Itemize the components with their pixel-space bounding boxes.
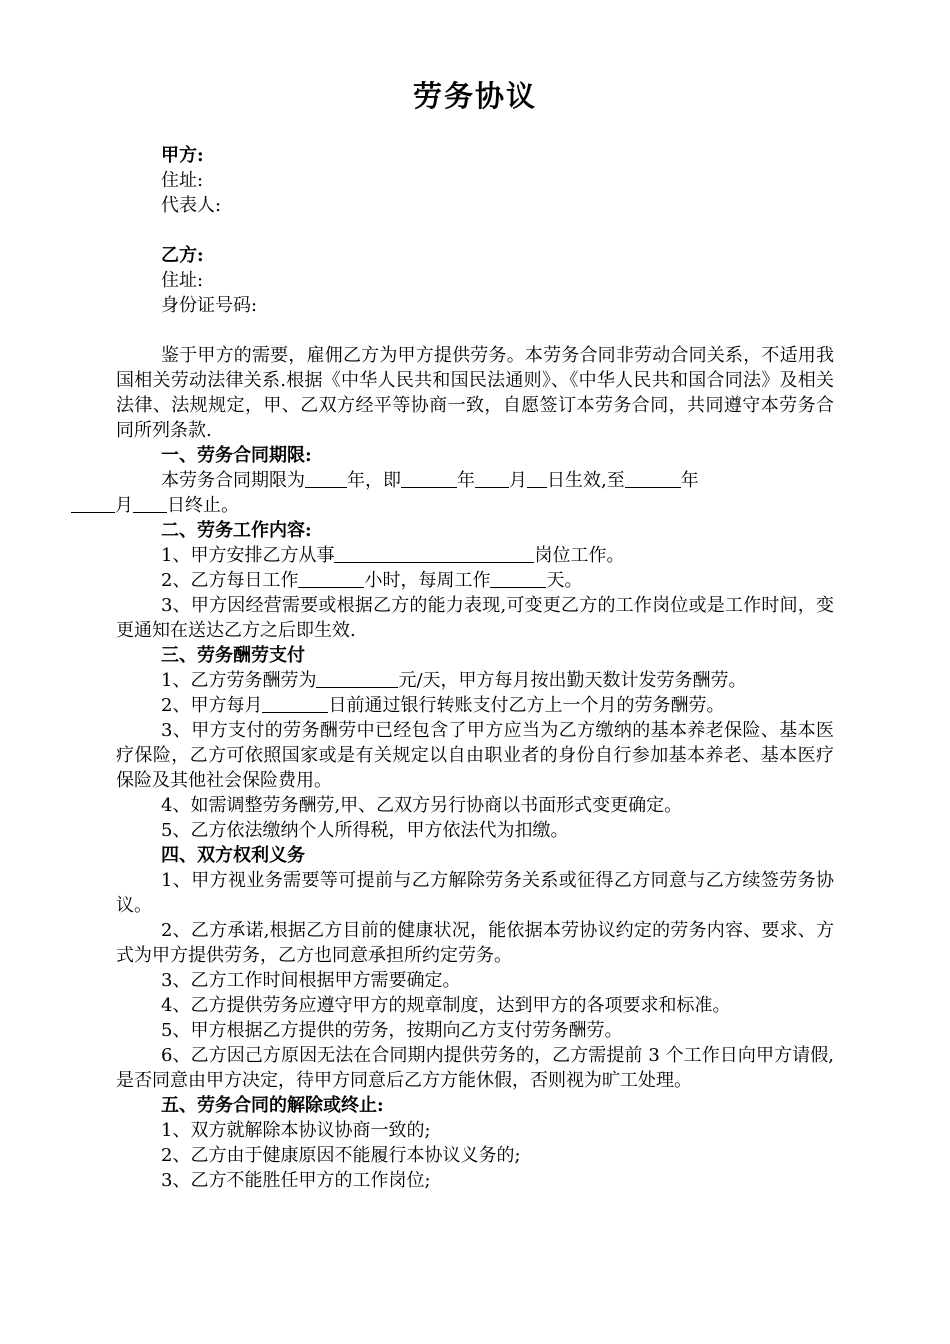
section-2-item-2: 2、乙方每日工作 小时，每周工作 天。 <box>161 570 583 591</box>
section-4-item-4: 4、乙方提供劳务应遵守甲方的规章制度，达到甲方的各项要求和标准。 <box>161 995 731 1016</box>
section-3-item-4: 4、如需调整劳务酬劳,甲、乙双方另行协商以书面形式变更确定。 <box>161 795 683 816</box>
party-b-block <box>116 243 834 318</box>
party-a-rep: 代表人: <box>161 195 222 216</box>
section-4-item-6: 6、乙方因己方原因无法在合同期内提供劳务的，乙方需提前 3 个工作日向甲方请假,是否同意由甲方决定，待甲方同意后乙方方能休假，否则视为旷工处理。 <box>116 1045 834 1091</box>
document-title: 劳务协议 <box>412 79 537 113</box>
section-4-item-5: 5、甲方根据乙方提供的劳务，按期向乙方支付劳务酬劳。 <box>161 1020 623 1041</box>
document-body <box>116 143 834 1193</box>
party-b-id: 身份证号码: <box>161 295 258 316</box>
section-5-item-2: 2、乙方由于健康原因不能履行本协议义务的; <box>161 1145 521 1166</box>
section-2-item-3: 3、甲方因经营需要或根据乙方的能力表现,可变更乙方的工作岗位或是工作时间，变更通知在送达乙方之后即生效. <box>116 595 834 641</box>
section-5-heading: 五、劳务合同的解除或终止: <box>161 1095 384 1116</box>
section-4-item-2: 2、乙方承诺,根据乙方目前的健康状况，能依据本劳协议约定的劳务内容、要求、方式为甲方提供劳务，乙方也同意承担所约定劳务。 <box>116 920 834 966</box>
section-3-item-3: 3、甲方支付的劳务酬劳中已经包含了甲方应当为乙方缴纳的基本养老保险、基本医疗保险，乙方可依照国家或是有关规定以自由职业者的身份自行参加基本养老、基本医疗保险及其他社会保险费用。 <box>116 720 834 791</box>
section-5-item-1: 1、双方就解除本协议协商一致的; <box>161 1120 431 1141</box>
section-4-heading: 四、双方权利义务 <box>161 845 305 866</box>
party-b-address: 住址: <box>161 270 204 291</box>
section-3-item-1: 1、乙方劳务酬劳为 元/天，甲方每月按出勤天数计发劳务酬劳。 <box>161 670 747 691</box>
party-a-address: 住址: <box>161 170 204 191</box>
party-b-label: 乙方: <box>161 245 204 266</box>
section-4-item-1: 1、甲方视业务需要等可提前与乙方解除劳务关系或征得乙方同意与乙方续签劳务协议。 <box>116 870 834 916</box>
section-5-item-3: 3、乙方不能胜任甲方的工作岗位; <box>161 1170 431 1191</box>
section-1-heading: 一、劳务合同期限: <box>161 445 312 466</box>
section-3-item-5: 5、乙方依法缴纳个人所得税，甲方依法代为扣缴。 <box>161 820 569 841</box>
section-2-item-1: 1、甲方安排乙方从事 岗位工作。 <box>161 545 625 566</box>
party-a-block <box>116 143 834 218</box>
section-3-item-2: 2、甲方每月 日前通过银行转账支付乙方上一个月的劳务酬劳。 <box>161 695 725 716</box>
section-2-heading: 二、劳务工作内容: <box>161 520 312 541</box>
party-a-label: 甲方: <box>161 145 204 166</box>
section-3-heading: 三、劳务酬劳支付 <box>161 645 305 666</box>
intro-paragraph: 鉴于甲方的需要，雇佣乙方为甲方提供劳务。本劳务合同非劳动合同关系，不适用我国相关劳动法律关系.根据《中华人民共和国民法通则》、《中华人民共和国合同法》及相关法律、法规规定，甲、乙双方经平等协商一致，自愿签订本劳务合同，共同遵守本劳务合同所列条款. <box>116 345 834 441</box>
section-1-term: 本劳务合同期限为 年，即 年 月 日生效,至 年 月 日终止。 <box>116 468 834 518</box>
section-4-item-3: 3、乙方工作时间根据甲方需要确定。 <box>161 970 461 991</box>
